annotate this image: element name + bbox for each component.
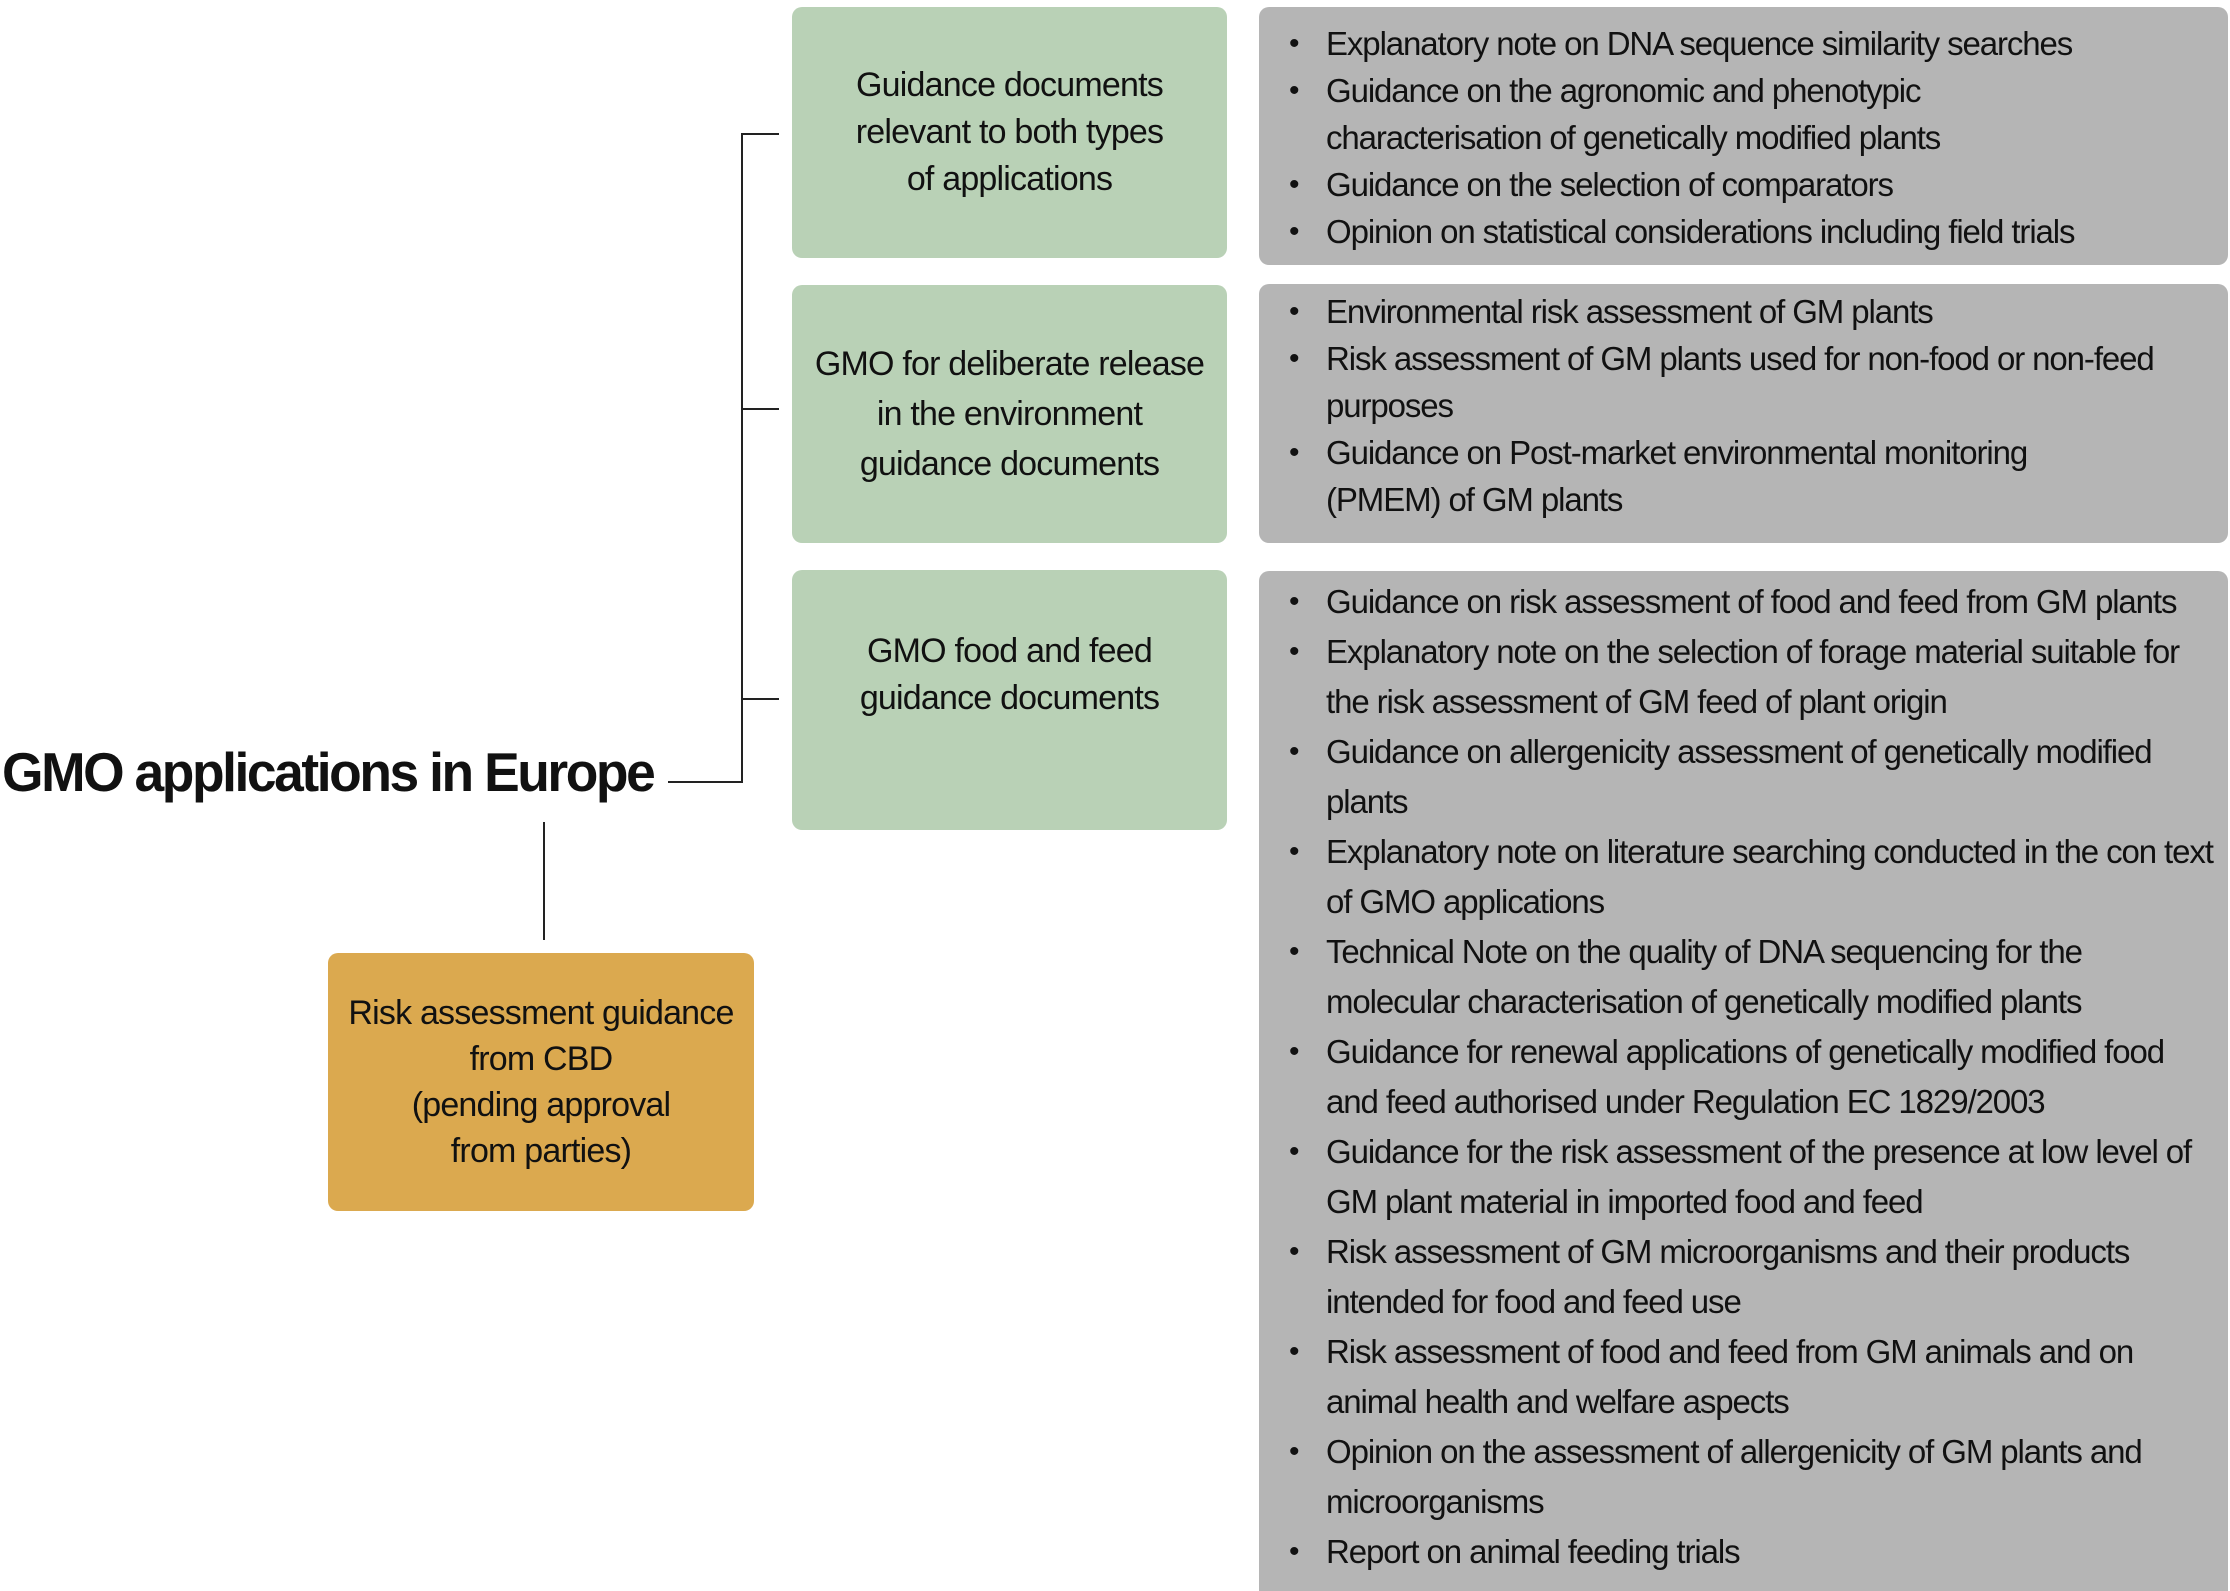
category-label-line: guidance documents [859, 445, 1160, 483]
title-to-side-node-connector [543, 822, 545, 940]
list-item-text: • Guidance on Post-market environmental monitoring (PMEM) of GM plants [1326, 434, 2028, 518]
category-box-food-and-feed [792, 570, 1227, 830]
category-label-line: GMO food and feed [866, 632, 1153, 670]
items-list [1259, 20, 2218, 255]
list-item: • Opinion on the assessment of allergenicity of GM plants and microorganisms [1259, 1427, 2218, 1527]
list-item: • Guidance for the risk assessment of the presence at low level of GM plant material in imported food and feed [1259, 1127, 2218, 1227]
list-item: • Explanatory note on literature searching conducted in the con text of GMO applications [1259, 827, 2218, 927]
list-item: • Risk assessment of food and feed from GM animals and on animal health and welfare aspects [1259, 1327, 2218, 1427]
category-label-line: in the environment [876, 395, 1143, 433]
list-item: • Guidance on risk assessment of food and feed from GM plants [1259, 577, 2218, 627]
list-item-text: • Risk assessment of GM plants used for non-food or non-feed purposes [1326, 340, 2154, 424]
list-item: • Technical Note on the quality of DNA sequencing for the molecular characterisation of genetically modified plants [1259, 927, 2218, 1027]
side-node-cbd-guidance [328, 953, 754, 1211]
list-item [1259, 67, 2218, 161]
list-item: • Environmental risk assessment of GM plants [1259, 288, 2218, 335]
list-item: • Guidance on the selection of comparators [1259, 161, 2218, 208]
items-box-food-and-feed [1259, 571, 2228, 1591]
category-box-deliberate-release [792, 285, 1227, 543]
category-label-line: guidance documents [859, 679, 1160, 717]
list-item: • Guidance on allergenicity assessment of genetically modified plants [1259, 727, 2218, 827]
title-to-bracket-connector [668, 781, 743, 783]
list-item: • Risk assessment of GM microorganisms and their products intended for food and feed use [1259, 1227, 2218, 1327]
list-item: • Report on animal feeding trials [1259, 1527, 2218, 1577]
diagram-title: GMO applications in Europe [2, 741, 654, 803]
items-list [1259, 577, 2218, 1577]
category-box-both-applications [792, 7, 1227, 258]
category-label-line: of applications [906, 160, 1113, 198]
bracket-vertical-connector [741, 133, 743, 783]
side-node-label-line: from parties) [450, 1132, 632, 1170]
side-node-label-line: from CBD [469, 1040, 613, 1078]
category-label-line: Guidance documents [856, 66, 1163, 104]
bracket-tick-2 [741, 408, 779, 410]
side-node-label-line: Risk assessment guidance [348, 994, 734, 1032]
list-item: • Guidance for renewal applications of genetically modified food and feed authorised under Regulation EC 1829/2003 [1259, 1027, 2218, 1127]
list-item-text: • Guidance on the agronomic and phenotypic characterisation of genetically modified plants [1326, 72, 1941, 156]
list-item [1259, 429, 2218, 523]
list-item: • Explanatory note on the selection of forage material suitable for the risk assessment of GM feed of plant origin [1259, 627, 2218, 727]
category-label-line: GMO for deliberate release [814, 345, 1205, 383]
bracket-tick-3 [741, 698, 779, 700]
list-item: • Explanatory note on DNA sequence similarity searches [1259, 20, 2218, 67]
items-box-both-applications [1259, 7, 2228, 265]
items-box-deliberate-release [1259, 284, 2228, 543]
category-label-line: relevant to both types [855, 113, 1164, 151]
list-item [1259, 335, 2218, 429]
bracket-tick-1 [741, 133, 779, 135]
side-node-label-line: (pending approval [411, 1086, 671, 1124]
items-list [1259, 288, 2218, 523]
list-item: • Opinion on statistical considerations including field trials [1259, 208, 2218, 255]
